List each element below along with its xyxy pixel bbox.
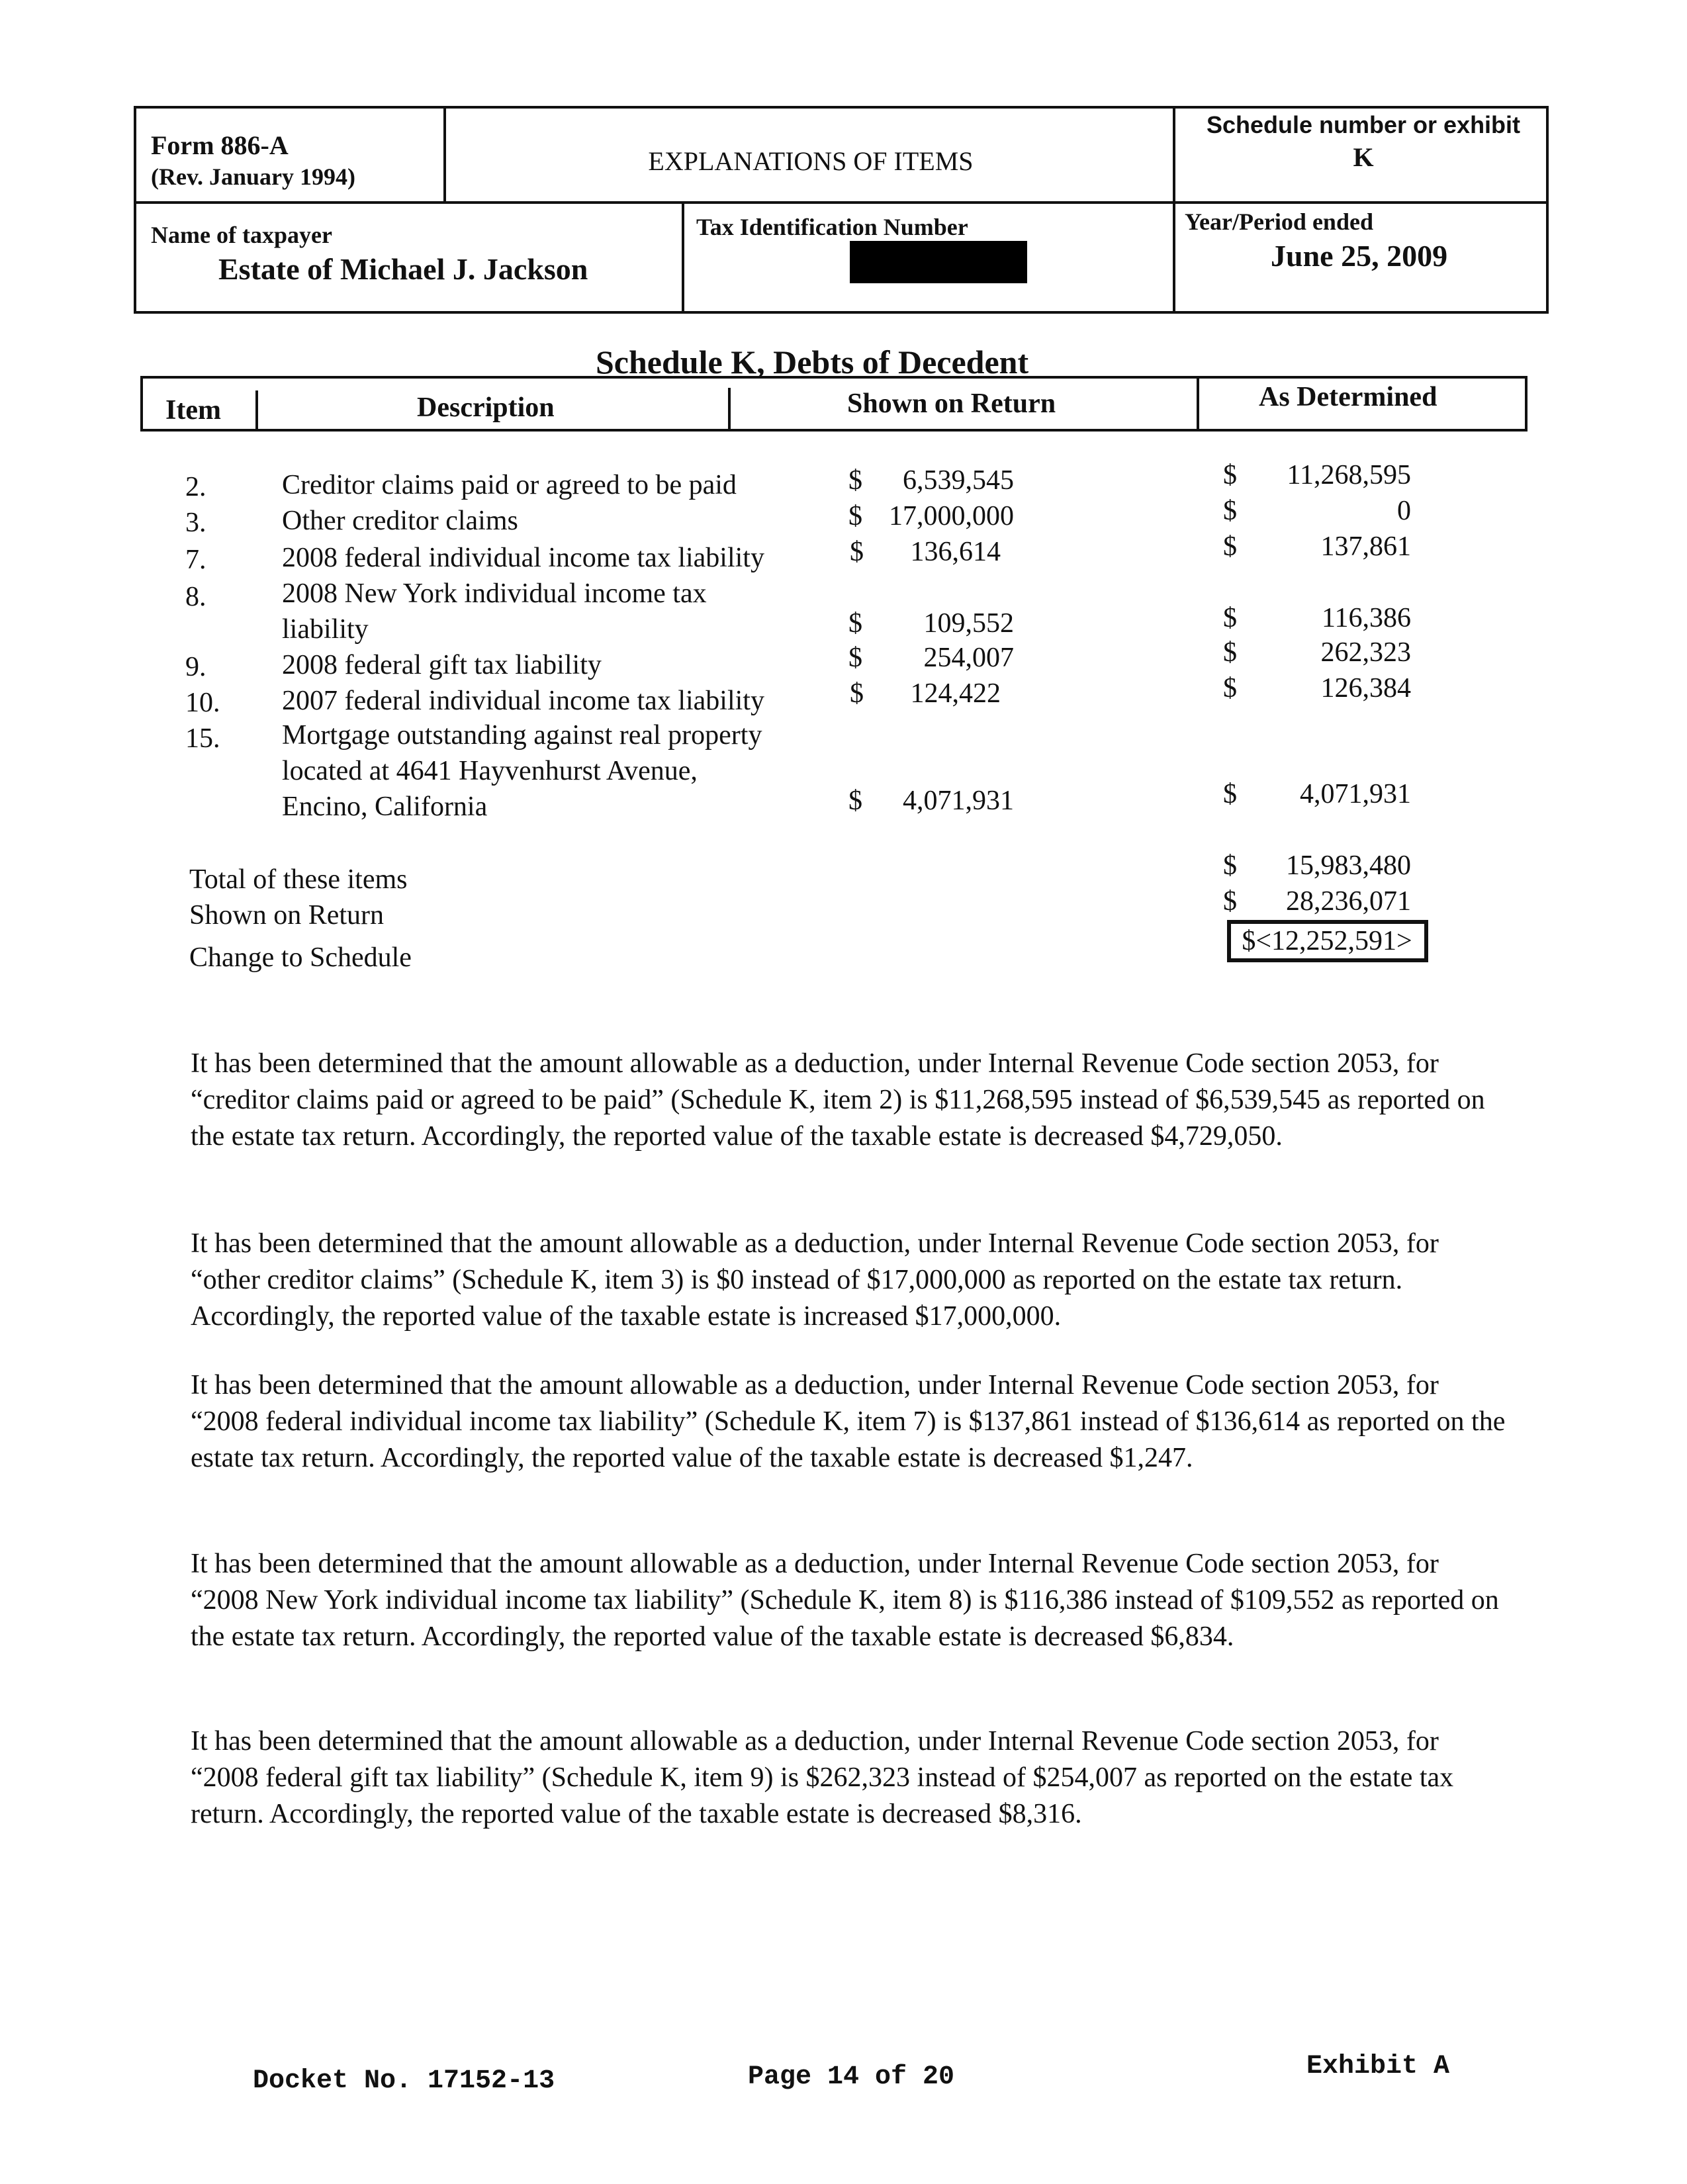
header-divider (443, 106, 446, 204)
column-header-item: Item (165, 395, 221, 426)
row-shown-amount: 109,552 (923, 608, 1014, 639)
row-shown-currency: $ (848, 501, 862, 531)
row-item-number: 9. (185, 652, 206, 682)
row-item-number: 7. (185, 545, 206, 575)
schedule-value: K (1353, 142, 1374, 172)
exhibit-label: Exhibit A (1306, 2052, 1450, 2081)
explanation-paragraph: It has been determined that the amount allowable as a deduction, under Internal Revenue Code section 2053, for “2008 New York individual income tax liability” (Schedule K, item 8) is $116,386 instead of $109,552 as reported on the estate tax return. Accordingly, the reported value of the taxable estate is decreased $6,834. (191, 1549, 1499, 1652)
row-shown-amount: 6,539,545 (903, 465, 1014, 496)
row-determined-currency: $ (1223, 779, 1237, 809)
row-item-number: 10. (185, 688, 220, 718)
row-determined-currency: $ (1223, 460, 1237, 490)
row-item-number: 15. (185, 723, 220, 754)
shown-value: 28,236,071 (1286, 886, 1411, 917)
row-description: Mortgage outstanding against real property (282, 720, 762, 751)
row-determined-amount: 11,268,595 (1287, 460, 1411, 490)
page-number: Page 14 of 20 (748, 2062, 955, 2092)
row-determined-currency: $ (1223, 496, 1237, 526)
row-determined-amount: 126,384 (1320, 673, 1411, 704)
header-divider (1173, 106, 1175, 314)
period-label: Year/Period ended (1185, 208, 1373, 235)
row-item-number: 3. (185, 508, 206, 538)
row-description: Encino, California (282, 792, 488, 822)
column-header-determined: As Determined (1259, 382, 1437, 412)
row-determined-amount: 116,386 (1322, 603, 1411, 633)
row-shown-currency: $ (848, 465, 862, 496)
shown-on-return-label: Shown on Return (189, 900, 384, 931)
explanation-paragraph: It has been determined that the amount allowable as a deduction, under Internal Revenue Code section 2053, for “creditor claims paid or agreed to be paid” (Schedule K, item 2) is $11,268,595 instead of $6,539,545 as reported on the estate tax return. Accordingly, the reported value of the taxable estate is decreased $4,729,050. (191, 1048, 1485, 1152)
row-shown-currency: $ (848, 608, 862, 639)
explanation-paragraph: It has been determined that the amount allowable as a deduction, under Internal Revenue Code section 2053, for “2008 federal gift tax liability” (Schedule K, item 9) is $262,323 instead of $254,007 as reported on the estate tax return. Accordingly, the reported value of the taxable estate is decreased $8,316. (191, 1726, 1454, 1829)
taxpayer-label: Name of taxpayer (151, 222, 332, 248)
period-value: June 25, 2009 (1271, 239, 1448, 273)
column-divider (728, 388, 731, 432)
row-determined-currency: $ (1223, 637, 1237, 668)
row-shown-currency: $ (850, 537, 864, 567)
row-shown-amount: 136,614 (910, 537, 1001, 567)
form-number: Form 886-A (151, 130, 289, 160)
row-item-number: 8. (185, 582, 206, 612)
row-determined-currency: $ (1223, 603, 1237, 633)
column-divider (255, 390, 258, 432)
form-title: EXPLANATIONS OF ITEMS (648, 146, 974, 176)
row-description: Other creditor claims (282, 506, 518, 536)
row-shown-amount: 17,000,000 (889, 501, 1014, 531)
redaction-block (850, 241, 1027, 283)
row-item-number: 2. (185, 472, 206, 502)
column-header-shown: Shown on Return (847, 388, 1056, 419)
row-shown-amount: 254,007 (923, 643, 1014, 673)
change-to-schedule-label: Change to Schedule (189, 942, 412, 973)
change-value: $<12,252,591> (1242, 926, 1412, 956)
total-currency: $ (1223, 850, 1237, 881)
explanation-paragraph: It has been determined that the amount allowable as a deduction, under Internal Revenue Code section 2053, for “other creditor claims” (Schedule K, item 3) is $0 instead of $17,000,000 as reported on the estate tax return. Accordingly, the reported value of the taxable estate is increased $17,000,000. (191, 1228, 1439, 1332)
total-label: Total of these items (189, 864, 408, 895)
row-determined-amount: 4,071,931 (1300, 779, 1411, 809)
row-shown-currency: $ (848, 786, 862, 816)
row-description: liability (282, 614, 369, 645)
tin-label: Tax Identification Number (696, 214, 968, 240)
row-determined-amount: 137,861 (1320, 531, 1411, 562)
row-description: Creditor claims paid or agreed to be paid (282, 470, 737, 500)
row-description: located at 4641 Hayvenhurst Avenue, (282, 756, 698, 786)
row-shown-amount: 124,422 (910, 678, 1001, 709)
row-determined-currency: $ (1223, 531, 1237, 562)
row-shown-currency: $ (850, 678, 864, 709)
row-determined-currency: $ (1223, 673, 1237, 704)
row-determined-amount: 262,323 (1320, 637, 1411, 668)
total-value: 15,983,480 (1286, 850, 1411, 881)
row-description: 2008 federal gift tax liability (282, 650, 602, 680)
schedule-title: Schedule K, Debts of Decedent (596, 343, 1029, 381)
schedule-label: Schedule number or exhibit (1206, 111, 1521, 138)
form-revision: (Rev. January 1994) (151, 163, 355, 190)
row-description: 2008 New York individual income tax (282, 578, 707, 609)
row-determined-amount: 0 (1397, 496, 1411, 526)
explanation-paragraph: It has been determined that the amount allowable as a deduction, under Internal Revenue Code section 2053, for “2008 federal individual income tax liability” (Schedule K, item 7) is $137,861 instead of $136,614 as reported on the estate tax return. Accordingly, the reported value of the taxable estate is decreased $1,247. (191, 1370, 1506, 1473)
shown-currency: $ (1223, 886, 1237, 917)
row-shown-amount: 4,071,931 (903, 786, 1014, 816)
taxpayer-name: Estate of Michael J. Jackson (218, 252, 588, 286)
row-description: 2007 federal individual income tax liability (282, 686, 764, 716)
column-header-description: Description (417, 392, 555, 423)
column-divider (1197, 379, 1199, 432)
docket-number: Docket No. 17152-13 (253, 2066, 555, 2096)
row-shown-currency: $ (848, 643, 862, 673)
header-divider (682, 201, 684, 314)
row-description: 2008 federal individual income tax liability (282, 543, 764, 573)
